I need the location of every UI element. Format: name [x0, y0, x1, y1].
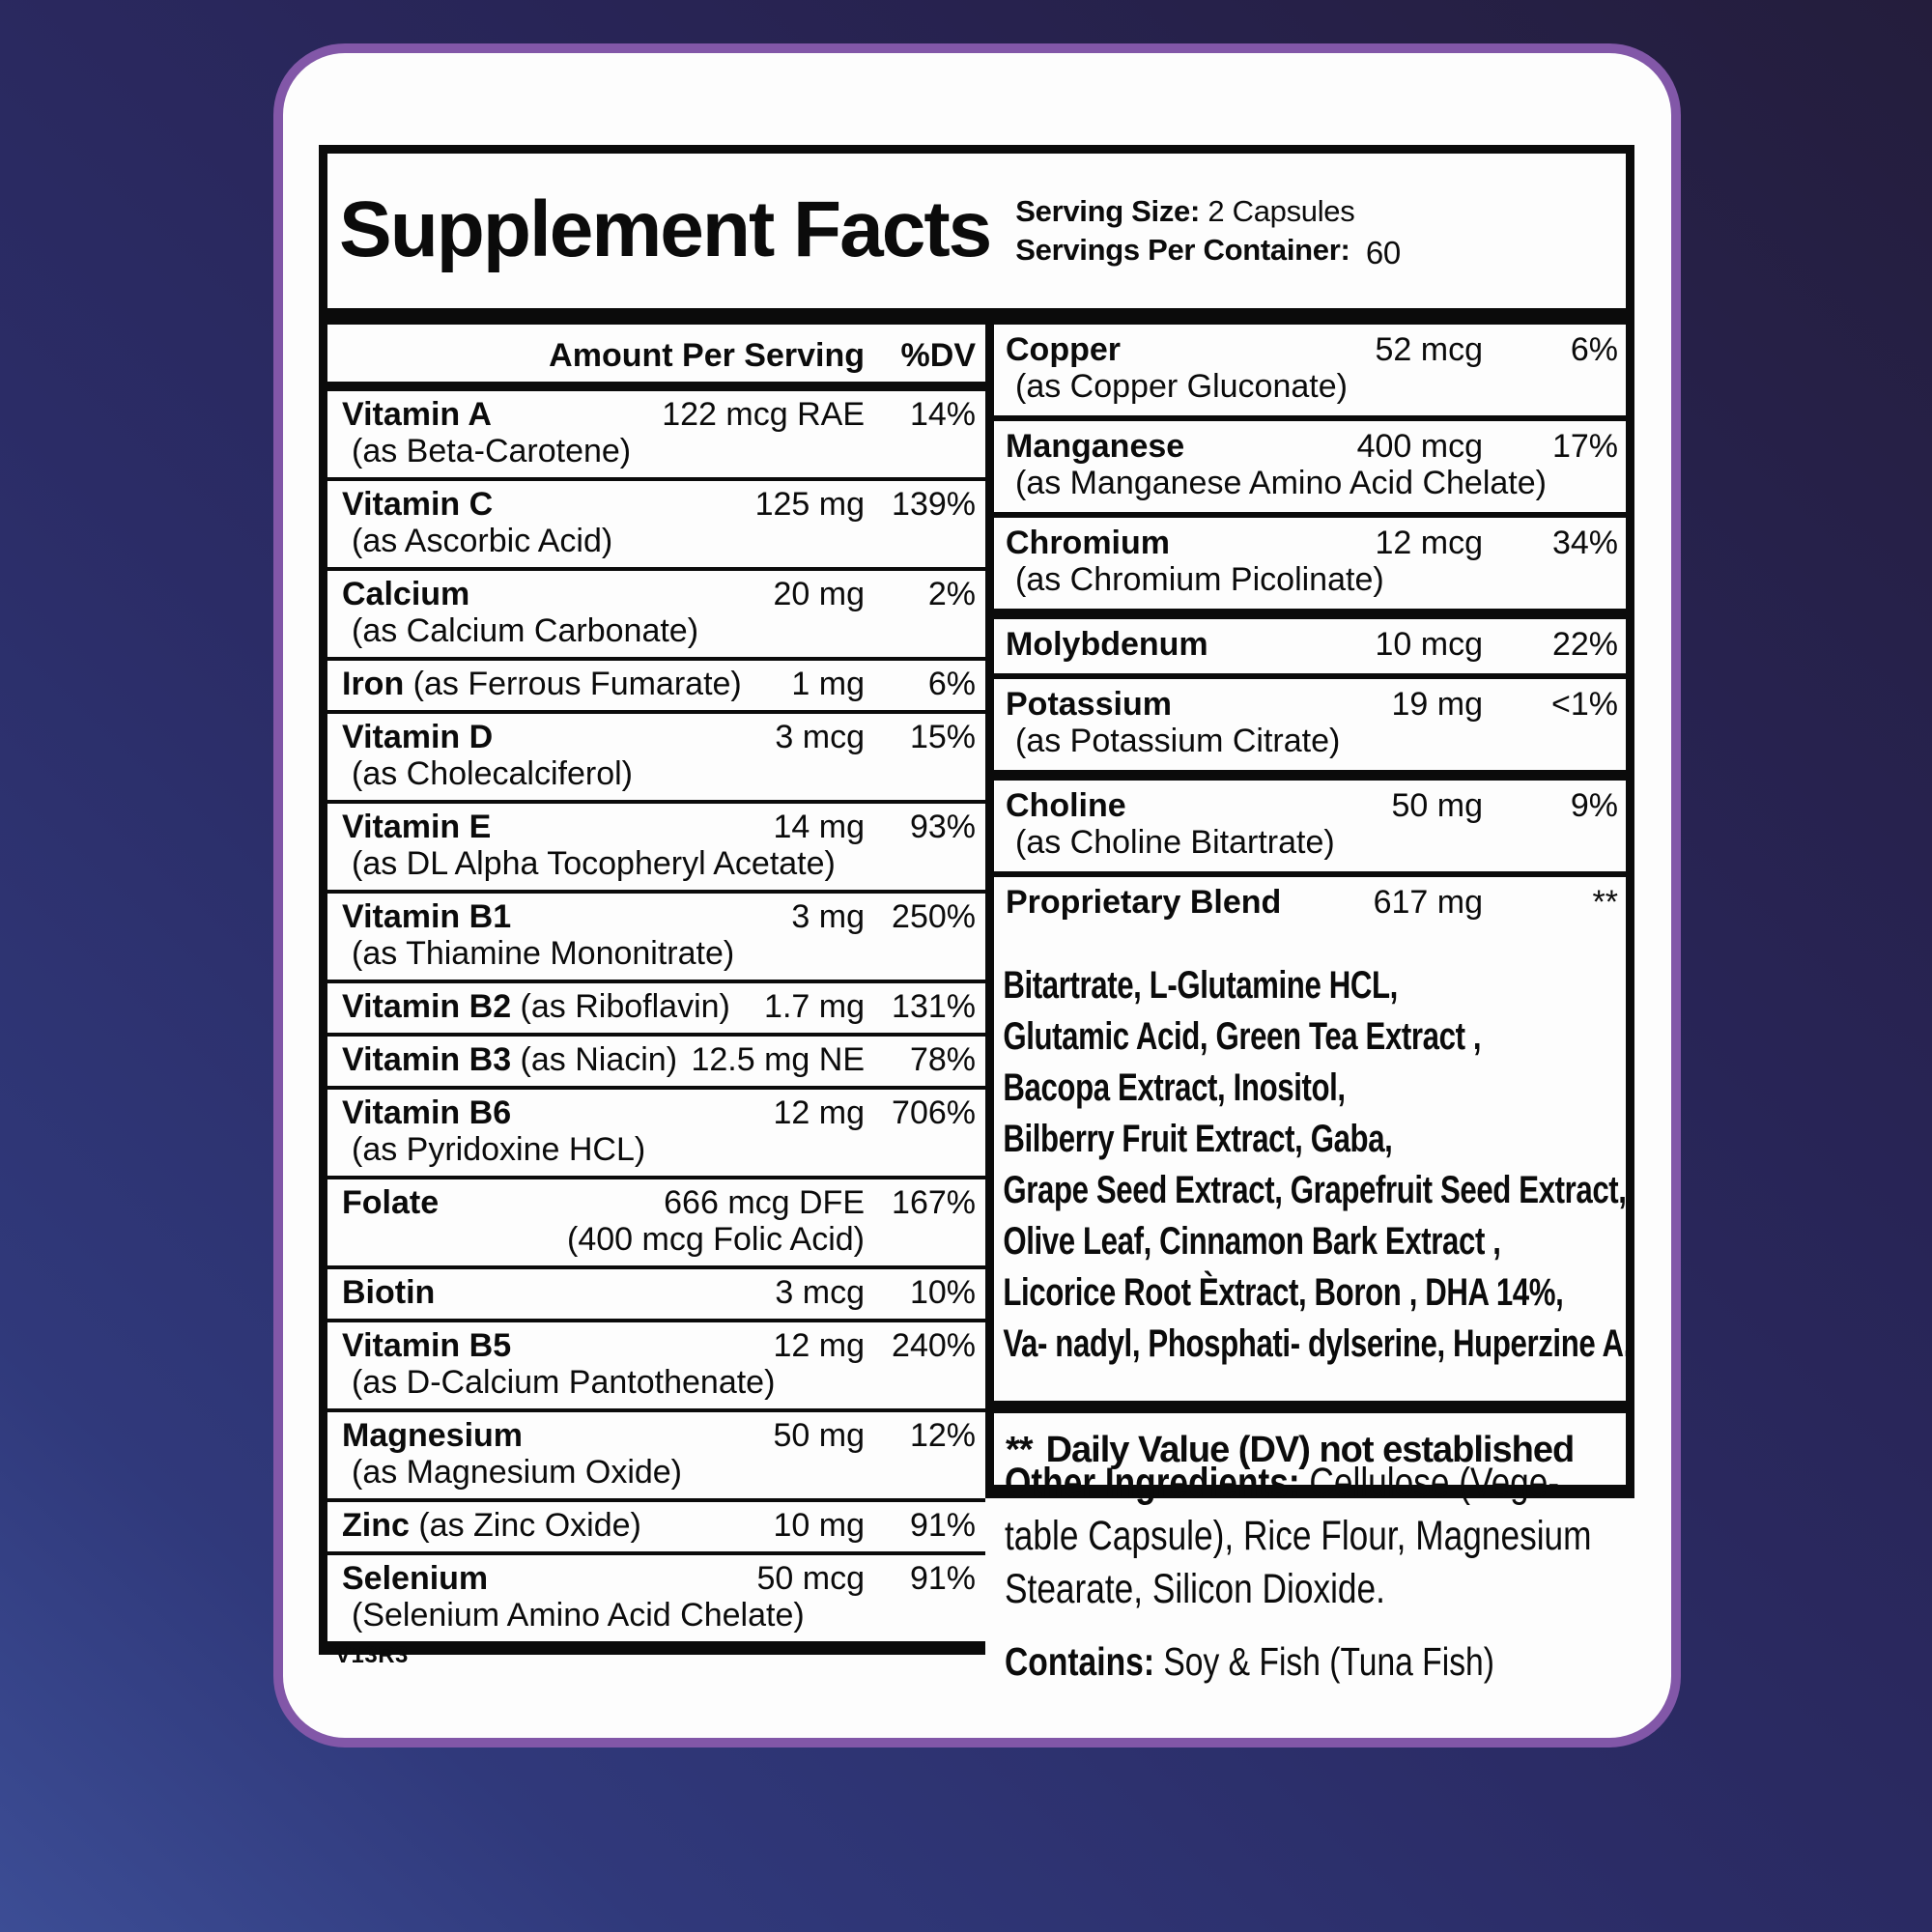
- nutrient-amount: 12 mg: [773, 1094, 865, 1131]
- nutrient-form-inline: (as Niacin): [511, 1041, 678, 1078]
- blend-ingredient-line: Va- nadyl, Phosphati- dylserine, Huperzine A.: [1003, 1322, 1632, 1365]
- nutrient-main-line: [1006, 885, 1618, 921]
- nutrient-name: Vitamin B3 (as Niacin): [342, 1041, 678, 1078]
- nutrient-row: [327, 1037, 985, 1090]
- nutrient-amount: 3 mcg: [775, 1274, 865, 1311]
- nutrient-form: (as Magnesium Oxide): [352, 1454, 683, 1491]
- nutrient-dv: 6%: [927, 666, 976, 702]
- nutrient-form: (as Thiamine Mononitrate): [352, 935, 735, 972]
- nutrient-amount: 3 mg: [791, 898, 865, 935]
- dv-header: %DV: [900, 337, 976, 374]
- serving-size-value: 2 Capsules: [1208, 193, 1355, 228]
- nutrient-main-line: [342, 989, 976, 1025]
- nutrient-main-line: [342, 1042, 976, 1078]
- nutrient-dv: <1%: [1551, 686, 1618, 723]
- nutrient-row: [327, 1502, 985, 1555]
- nutrient-amount: 125 mg: [754, 486, 865, 523]
- nutrient-row: [994, 421, 1626, 518]
- nutrient-main-line: [342, 899, 976, 935]
- other-ingredients-line1: [1005, 1457, 1560, 1510]
- nutrient-row: [327, 804, 985, 894]
- nutrient-dv: 167%: [892, 1184, 976, 1221]
- nutrient-amount: 10 mg: [773, 1507, 865, 1544]
- other-ingredients-label: Other Ingredients:: [1005, 1460, 1300, 1506]
- nutrient-main-line: [342, 667, 976, 702]
- nutrient-main-line: [342, 1561, 976, 1597]
- nutrient-amount: 666 mcg DFE: [664, 1184, 865, 1221]
- allergen-contains: [1005, 1639, 1494, 1685]
- nutrient-main-line: [342, 1418, 976, 1454]
- nutrient-dv: 91%: [909, 1560, 976, 1597]
- blend-ingredient-line: Glutamic Acid, Green Tea Extract ,: [1003, 1015, 1482, 1058]
- blend-ingredient-line: Bilberry Fruit Extract, Gaba,: [1003, 1118, 1393, 1160]
- nutrient-form: (as Choline Bitartrate): [1015, 824, 1335, 861]
- nutrient-amount: 50 mg: [773, 1417, 865, 1454]
- nutrient-dv: 10%: [909, 1274, 976, 1311]
- nutrient-form-inline: (as Riboflavin): [511, 988, 730, 1025]
- nutrient-row: [327, 983, 985, 1037]
- nutrient-main-line: [342, 1095, 976, 1131]
- nutrient-dv: 15%: [909, 719, 976, 755]
- nutrient-main-line: [342, 1275, 976, 1311]
- nutrient-main-line: [1006, 788, 1618, 824]
- nutrient-name: Selenium: [342, 1560, 489, 1597]
- footer-text: [1005, 1457, 1592, 1685]
- nutrient-amount: 19 mg: [1391, 686, 1483, 723]
- nutrient-form: (as DL Alpha Tocopheryl Acetate): [352, 845, 836, 882]
- nutrient-main-line: [342, 577, 976, 612]
- nutrient-name: Manganese: [1006, 428, 1185, 465]
- nutrient-row: [327, 1269, 985, 1322]
- nutrient-main-line: [342, 1185, 976, 1221]
- left-nutrient-rows: [327, 391, 985, 1641]
- facts-header: [319, 145, 1634, 325]
- nutrient-amount: 12.5 mg NE: [691, 1041, 865, 1078]
- nutrient-form: (as Copper Gluconate): [1015, 368, 1348, 405]
- nutrient-row: [327, 714, 985, 804]
- nutrient-amount: 50 mcg: [756, 1560, 865, 1597]
- supplement-facts-box: [319, 145, 1634, 1655]
- nutrient-amount: 20 mg: [773, 576, 865, 612]
- facts-columns: [319, 325, 1634, 1655]
- nutrient-form: (as Chromium Picolinate): [1015, 561, 1384, 598]
- right-column: [985, 325, 1634, 1498]
- nutrient-name: Molybdenum: [1006, 626, 1208, 663]
- blend-ingredient-line: Olive Leaf, Cinnamon Bark Extract ,: [1003, 1220, 1501, 1263]
- nutrient-name: Calcium: [342, 576, 470, 612]
- nutrient-form: (as Calcium Carbonate): [352, 612, 699, 649]
- nutrient-name: Vitamin C: [342, 486, 494, 523]
- blend-ingredient-line: Bitartrate, L-Glutamine HCL,: [1003, 964, 1398, 1007]
- serving-info: [1015, 192, 1401, 269]
- nutrient-dv: 17%: [1551, 428, 1618, 465]
- nutrient-form: (as Potassium Citrate): [1015, 723, 1341, 759]
- nutrient-dv: 250%: [892, 898, 976, 935]
- nutrient-dv: 6%: [1570, 331, 1618, 368]
- nutrient-main-line: [342, 1508, 976, 1544]
- nutrient-row: [327, 571, 985, 661]
- nutrient-name: Folate: [342, 1184, 440, 1221]
- nutrient-row: [327, 1322, 985, 1412]
- nutrient-row: [327, 894, 985, 983]
- nutrient-main-line: [1006, 687, 1618, 723]
- nutrient-main-line: [1006, 332, 1618, 368]
- nutrient-form: (as Pyridoxine HCL): [352, 1131, 646, 1168]
- nutrient-amount: 3 mcg: [775, 719, 865, 755]
- other-ingredients-line2: table Capsule), Rice Flour, Magnesium: [1005, 1513, 1592, 1559]
- label-version-code: V13R3: [335, 1642, 409, 1668]
- nutrient-amount: 14 mg: [773, 809, 865, 845]
- nutrient-dv: 22%: [1551, 626, 1618, 663]
- nutrient-dv: **: [1592, 884, 1618, 921]
- nutrient-main-line: [1006, 526, 1618, 561]
- nutrient-main-line: [342, 1328, 976, 1364]
- left-column-header: [327, 325, 985, 391]
- nutrient-row: [994, 325, 1626, 421]
- nutrient-row: [994, 518, 1626, 619]
- nutrient-row: [327, 481, 985, 571]
- nutrient-amount: 50 mg: [1391, 787, 1483, 824]
- nutrient-name: Iron (as Ferrous Fumarate): [342, 666, 742, 702]
- nutrient-dv: 14%: [909, 396, 976, 433]
- nutrient-row: [327, 1090, 985, 1179]
- nutrient-form-inline: (as Zinc Oxide): [409, 1507, 641, 1544]
- nutrient-main-line: [1006, 429, 1618, 465]
- nutrient-dv: 706%: [892, 1094, 976, 1131]
- nutrient-name: Vitamin B5: [342, 1327, 512, 1364]
- left-column: [319, 325, 985, 1655]
- nutrient-main-line: [342, 720, 976, 755]
- nutrient-dv: 91%: [909, 1507, 976, 1544]
- daily-value-note-mark: **: [1006, 1430, 1033, 1470]
- nutrient-form: (as Manganese Amino Acid Chelate): [1015, 465, 1547, 501]
- nutrient-amount: 52 mcg: [1375, 331, 1483, 368]
- nutrient-row: [994, 619, 1626, 679]
- nutrient-row: [994, 877, 1626, 931]
- nutrient-main-line: [342, 810, 976, 845]
- nutrient-main-line: [1006, 627, 1618, 663]
- serving-size-line: [1015, 192, 1401, 230]
- nutrient-dv: 93%: [909, 809, 976, 845]
- nutrient-row: [994, 781, 1626, 877]
- nutrient-name: Vitamin B2 (as Riboflavin): [342, 988, 730, 1025]
- nutrient-dv: 9%: [1570, 787, 1618, 824]
- proprietary-blend-ingredients: [994, 931, 1632, 1401]
- nutrient-name: Biotin: [342, 1274, 436, 1311]
- nutrient-row: [327, 1412, 985, 1502]
- nutrient-dv: 34%: [1551, 525, 1618, 561]
- daily-value-note-text: Daily Value (DV) not established: [1045, 1430, 1575, 1470]
- nutrient-dv: 78%: [909, 1041, 976, 1078]
- nutrient-main-line: [342, 397, 976, 433]
- nutrient-name: Proprietary Blend: [1006, 884, 1282, 921]
- right-nutrient-rows: [994, 325, 1626, 931]
- other-ingredients: [1005, 1457, 1592, 1616]
- nutrient-row: [327, 391, 985, 481]
- nutrient-name: Vitamin B1: [342, 898, 512, 935]
- nutrient-dv: 139%: [892, 486, 976, 523]
- nutrient-dv: 12%: [909, 1417, 976, 1454]
- nutrient-amount: 10 mcg: [1375, 626, 1483, 663]
- nutrient-row: [327, 1179, 985, 1269]
- nutrient-amount: 617 mg: [1373, 884, 1483, 921]
- nutrient-amount: 1 mg: [791, 666, 865, 702]
- facts-title: Supplement Facts: [339, 185, 991, 273]
- serving-size-label: Serving Size:: [1015, 193, 1201, 228]
- nutrient-dv: 2%: [927, 576, 976, 612]
- nutrient-amount: 1.7 mg: [764, 988, 865, 1025]
- blend-ingredient-line: Licorice Root Èxtract, Boron , DHA 14%,: [1003, 1271, 1564, 1314]
- nutrient-name: Vitamin A: [342, 396, 492, 433]
- servings-per-container-line: [1015, 230, 1401, 269]
- nutrient-name: Potassium: [1006, 686, 1172, 723]
- nutrient-name: Zinc (as Zinc Oxide): [342, 1507, 641, 1544]
- contains-label: Contains:: [1005, 1639, 1155, 1684]
- blend-ingredient-line: Grape Seed Extract, Grapefruit Seed Extract,: [1003, 1169, 1627, 1211]
- nutrient-row: [327, 661, 985, 714]
- nutrient-form: (as Cholecalciferol): [352, 755, 633, 792]
- nutrient-form: (as Ascorbic Acid): [352, 523, 613, 559]
- amount-per-serving-header: Amount Per Serving: [549, 337, 865, 374]
- nutrient-name: Magnesium: [342, 1417, 524, 1454]
- nutrient-amount: 122 mcg RAE: [662, 396, 865, 433]
- servings-value: 60: [1365, 234, 1401, 270]
- nutrient-amount: 12 mcg: [1375, 525, 1483, 561]
- servings-label: Servings Per Container:: [1015, 232, 1350, 267]
- nutrient-dv: 240%: [892, 1327, 976, 1364]
- nutrient-form: (as D-Calcium Pantothenate): [352, 1364, 776, 1401]
- contains-value: Soy & Fish (Tuna Fish): [1163, 1639, 1494, 1684]
- other-ingredients-line3: Stearate, Silicon Dioxide.: [1005, 1566, 1385, 1612]
- nutrient-dv: 131%: [892, 988, 976, 1025]
- nutrient-row: [327, 1555, 985, 1641]
- nutrient-amount-secondary: (400 mcg Folic Acid): [567, 1221, 865, 1258]
- other-ingredients-rest1: Cellulose (Vege-: [1309, 1460, 1560, 1506]
- nutrient-name: Vitamin E: [342, 809, 492, 845]
- nutrient-amount: 12 mg: [773, 1327, 865, 1364]
- nutrient-form-inline: (as Ferrous Fumarate): [404, 666, 742, 702]
- blend-ingredient-line: Bacopa Extract, Inositol,: [1003, 1066, 1346, 1109]
- nutrient-main-line: [342, 487, 976, 523]
- nutrient-form: (as Beta-Carotene): [352, 433, 632, 469]
- nutrient-name: Vitamin D: [342, 719, 494, 755]
- nutrient-name: Copper: [1006, 331, 1121, 368]
- nutrient-form: (Selenium Amino Acid Chelate): [352, 1597, 805, 1634]
- nutrient-name: Choline: [1006, 787, 1126, 824]
- supplement-label-card: [273, 43, 1681, 1747]
- nutrient-name: Vitamin B6: [342, 1094, 512, 1131]
- nutrient-name: Chromium: [1006, 525, 1170, 561]
- nutrient-amount: 400 mcg: [1356, 428, 1483, 465]
- nutrient-row: [994, 679, 1626, 781]
